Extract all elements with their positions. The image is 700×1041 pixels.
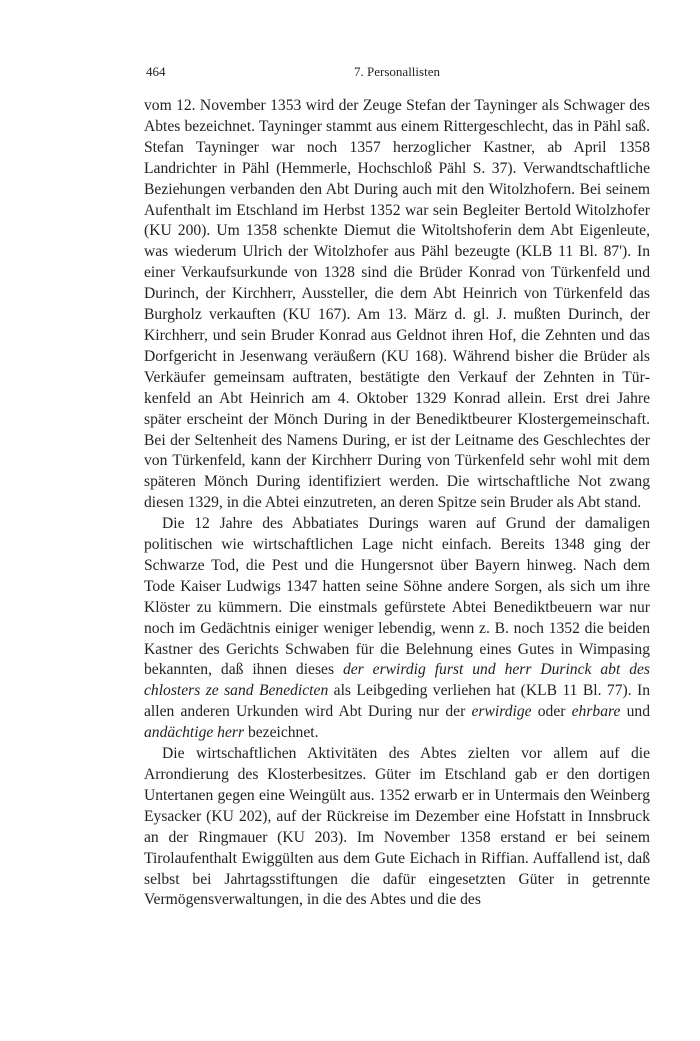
paragraph-2-epithet: erwirdige <box>471 703 532 721</box>
text-body <box>144 96 650 911</box>
running-head: 7. Personallisten <box>354 64 440 79</box>
paragraph-2-text: und <box>620 703 650 721</box>
paragraph-2-text: als Leibgeding verliehen hat (KLB 11 Bl. 77). In allen anderen Urkunden wird Abt During nur der <box>144 682 650 721</box>
paragraph-2-text: oder <box>531 703 572 721</box>
page-header <box>146 64 648 84</box>
paragraph-2-quote: der erwirdig furst und herr Durinck abt des chlosters ze sand Benedicten <box>144 661 651 700</box>
paragraph-2 <box>144 514 650 744</box>
paragraph-2-text: Die 12 Jahre des Abbatiates Durings waren auf Grund der damaligen politischen wie wirtschaftlichen Lage nicht einfach. Bereits 1348 ging der Schwarze Tod, die Pest und die Hungersnot über Bayern hinweg. Nach dem Tode Kaiser Ludwigs 1347 hatten seine Söhne andere Sorgen, als sich um ihre Klöster zu kümmern. Die einstmals gefürstete Abtei Benediktbeuern war nur noch im Gedächtnis einiger weniger lebendig, wenn z. B. noch 1352 die beiden Kastner des Gerichts Schwaben für die Belehnung eines Gutes in Wimpasing bekannten, daß ihnen dieses <box>144 515 650 679</box>
paragraph-1 <box>144 96 650 514</box>
paragraph-2-epithet: andächtige herr <box>144 724 245 742</box>
paragraph-3 <box>144 744 650 911</box>
paragraph-3-text: Die wirtschaftlichen Aktivitäten des Abtes zielten vor allem auf die Arrondierung des Klosterbesitzes. Güter im Etschland gab er den dortigen Untertanen gegen eine Weingült aus. 1352 erwarb er in Untermais den Weinberg Eysacker (KU 202), auf der Rückreise im Dezember eine Hofstatt in Innsbruck an der Ringmauer (KU 203). Im November 1358 erstand er bei seinem Tirolaufenthalt Ewiggülten aus dem Gute Eichach in Riffian. Auffallend ist, daß selbst bei Jahrtagsstiftungen die dafür eingesetzten Güter in getrennte Vermögensverwaltungen, in die des Abtes und die des <box>144 745 650 909</box>
paragraph-2-epithet: ehrbare <box>571 703 621 721</box>
paragraph-2-text: bezeichnet. <box>244 724 319 742</box>
page-number: 464 <box>146 64 166 79</box>
paragraph-1-text: vom 12. November 1353 wird der Zeuge Stefan der Tayninger als Schwager des Abtes bezeichnet. Tayninger stammt aus einem Rittergeschlecht, das in Pähl saß. Stefan Tayninger war noch 1357 herzoglicher Kastner, ab April 1358 Landrichter in Pähl (Hemmerle, Hochschloß Pähl S. 37). Verwandtschaftliche Beziehungen verbanden den Abt During auch mit den Witolzhofern. Bei seinem Aufenthalt im Etschland im Herbst 1352 war sein Begleiter Bertold Witolzhofer (KU 200). Um 1358 schenkte Diemut die Witoltshoferin dem Abt Eigenleute, was wiederum Ulrich der Witolzhofer aus Pähl bezeugte (KLB 11 Bl. 87'). In einer Verkaufsurkunde von 1328 sind die Brüder Konrad von Türkenfeld und Durinch, der Kirchherr, Aussteller, die dem Abt Heinrich von Türkenfeld das Burgholz verkauften (KU 167). Am 13. März d. gl. J. mußten Durinch, der Kirchherr, und sein Bruder Konrad aus Geldnot ihren Hof, die Zehnten und das Dorfgericht in Jesenwang veräußern (KU 168). Während bisher die Brüder als Verkäufer gemeinsam auftraten, bestätigte den Verkauf der Zehnten in Türkenfeld an Abt Heinrich am 4. Oktober 1329 Konrad allein. Erst drei Jahre später erscheint der Mönch During in der Benediktbeurer Klostergemeinschaft. Bei der Seltenheit des Namens During, er ist der Leitname des Geschlechtes der von Türkenfeld, kann der Kirchherr During von Türkenfeld sehr wohl mit dem späteren Mönch During identifiziert werden. Die wirtschaftliche Not zwang diesen 1329, in die Abtei einzutreten, an deren Spitze sein Bruder als Abt stand. <box>144 97 650 512</box>
